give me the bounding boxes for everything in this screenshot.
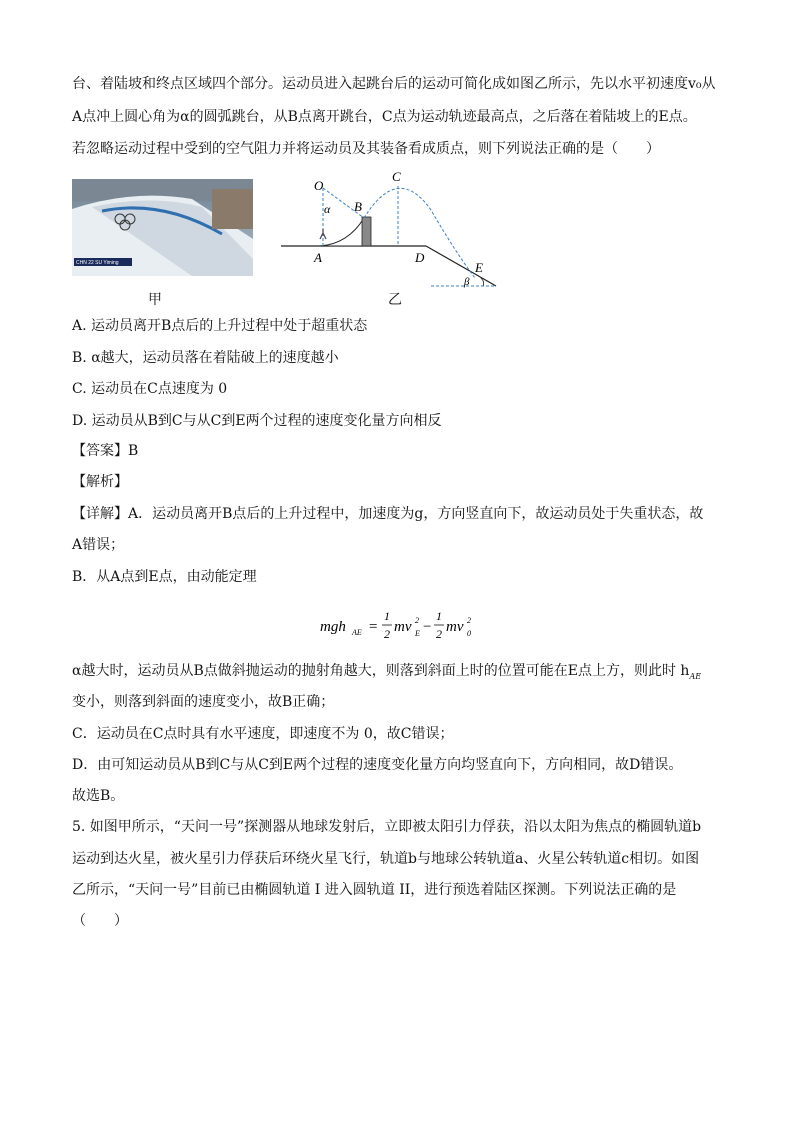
- intro-line-2: A点冲上圆心角为α的圆弧跳台，从B点离开跳台，C点为运动轨迹最高点，之后落在着陆坡上的E点。: [72, 109, 697, 125]
- label-B: B: [354, 199, 362, 214]
- label-D: D: [415, 250, 425, 265]
- caption-yi: 乙: [388, 292, 402, 308]
- svg-text:2: 2: [384, 627, 390, 641]
- label-E: E: [475, 260, 483, 275]
- detail-line-7: D．由可知运动员从B到C与从C到E两个过程的速度变化量方向均竖直向下，方向相同，故D错误。: [72, 757, 683, 773]
- svg-text:E: E: [415, 629, 420, 638]
- q5-line-4: （ ）: [72, 913, 128, 929]
- svg-text:−: −: [422, 619, 433, 635]
- answer: 【答案】B: [72, 443, 139, 459]
- svg-text:2: 2: [436, 627, 442, 641]
- q5-line-1: 5. 如图甲所示，“天问一号”探测器从地球发射后，立即被太阳引力俘获，沿以太阳为焦点的椭圆轨道b: [72, 819, 702, 835]
- svg-text:2: 2: [415, 616, 419, 625]
- option-c: C. 运动员在C点速度为 0: [72, 381, 228, 397]
- q5-line-2: 运动到达火星，被火星引力俘获后环绕火星飞行，轨道b与地球公转轨道a、火星公转轨道c相切。如图: [72, 851, 700, 867]
- ski-jump-photo-image: [72, 179, 253, 276]
- ski-jump-photo: [72, 179, 253, 276]
- label-alpha: α: [324, 202, 331, 216]
- svg-text:0: 0: [467, 629, 471, 638]
- option-d: D. 运动员从B到C与从C到E两个过程的速度变化量方向相反: [72, 413, 442, 429]
- detail-line-6: C．运动员在C点时具有水平速度，即速度不为 0，故C错误；: [72, 726, 454, 742]
- svg-text:1: 1: [384, 609, 390, 623]
- svg-text:mgh: mgh: [320, 619, 346, 635]
- label-A: A: [314, 250, 322, 265]
- detail-line-3: B．从A点到E点，由动能定理: [72, 569, 257, 585]
- intro-line-3: 若忽略运动过程中受到的空气阻力并将运动员及其装备看成质点，则下列说法正确的是（ ）: [72, 141, 660, 157]
- detail-line-5: 变小，则落到斜面的速度变小，故B正确；: [72, 694, 335, 710]
- caption-jia: 甲: [148, 292, 162, 308]
- svg-text:AE: AE: [352, 628, 362, 637]
- detail-line-2: A错误；: [72, 537, 125, 553]
- option-b: B. α越大，运动员落在着陆破上的速度越小: [72, 350, 339, 366]
- option-a: A. 运动员离开B点后的上升过程中处于超重状态: [72, 318, 368, 334]
- detail-line-1: 【详解】A．运动员离开B点后的上升过程中，加速度为g，方向竖直向下，故运动员处于失重状态，故: [72, 506, 704, 522]
- trajectory-diagram: [276, 168, 506, 292]
- svg-text:2: 2: [467, 616, 471, 625]
- analysis-label: 【解析】: [72, 474, 128, 490]
- energy-formula: [320, 606, 480, 651]
- intro-line-1: 台、着陆坡和终点区域四个部分。运动员进入起跳台后的运动可简化成如图乙所示，先以水平初速度v₀从: [72, 76, 716, 92]
- svg-text:mv: mv: [394, 619, 412, 635]
- detail-line-8: 故选B。: [72, 788, 125, 804]
- detail-line-4: α越大时，运动员从B点做斜抛运动的抛射角越大，则落到斜面上时的位置可能在E点上方，则此时 $h_{AE}$: [72, 663, 702, 681]
- label-beta: β: [464, 276, 470, 288]
- photo-scoreboard-text: CHN 22 SU Yiming: [76, 260, 119, 266]
- label-C: C: [392, 169, 401, 184]
- skier-icon: [320, 229, 326, 239]
- svg-text:mv: mv: [446, 619, 464, 635]
- label-O: O: [314, 178, 324, 193]
- q5-line-3: 乙所示，“天问一号”目前已由椭圆轨道 I 进入圆轨道 II，进行预选着陆区探测。下列说法正确的是: [72, 882, 677, 898]
- svg-text:1: 1: [436, 609, 442, 623]
- svg-text:=: =: [368, 619, 379, 635]
